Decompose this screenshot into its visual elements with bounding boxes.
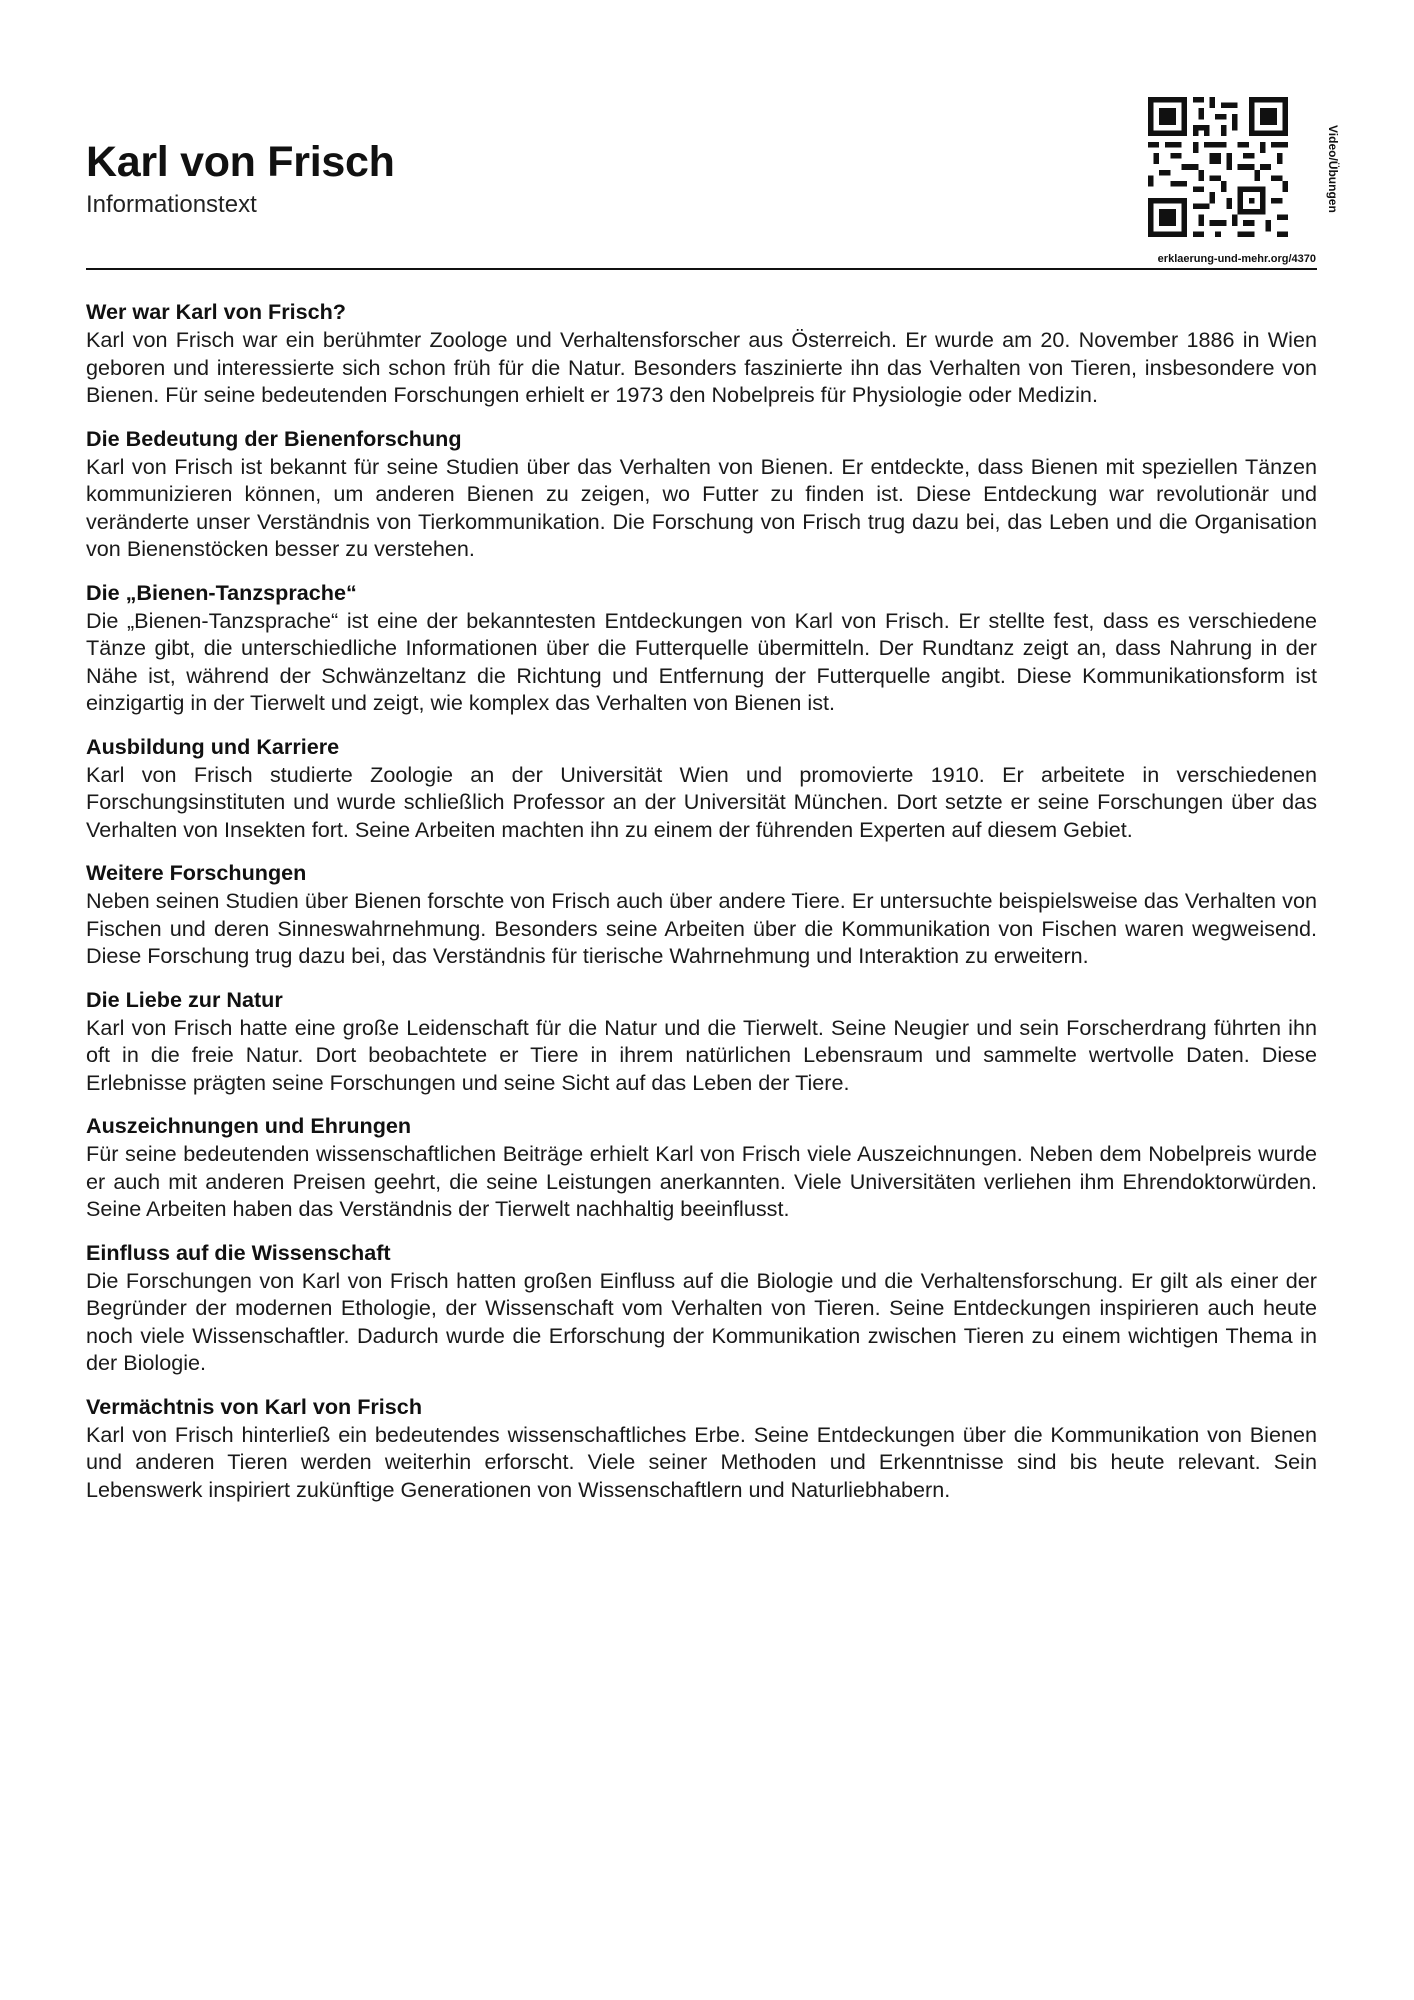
header-divider <box>86 268 1317 270</box>
section-heading: Die Bedeutung der Bienenforschung <box>86 425 462 451</box>
section-paragraph: Karl von Frisch studierte Zoologie an der Universität Wien und promovierte 1910. Er arbeitete in verschiedenen Forschungsinstituten und wurde schließlich Professor an der Universität München. Dort setzte er seine Forschungen über das Verhalten von Insekten fort. Seine Arbeiten machten ihn zu einem der führenden Experten auf diesem Gebiet. <box>86 761 1317 842</box>
section-love-of-nature <box>86 986 1317 1097</box>
page-header <box>86 0 1340 270</box>
page-title: Karl von Frisch <box>86 138 395 186</box>
section-paragraph: Karl von Frisch ist bekannt für seine Studien über das Verhalten von Bienen. Er entdeckte, dass Bienen mit speziellen Tänzen kommunizieren können, um anderen Bienen zu zeigen, wo Futter zu finden ist. Diese Entdeckung war revolutionär und veränderte unser Verständnis von Tierkommunikation. Die Forschung von Frisch trug dazu bei, das Leben und die Organisation von Bienenstöcken besser zu verstehen. <box>86 453 1317 561</box>
section-paragraph: Karl von Frisch war ein berühmter Zoologe und Verhaltensforscher aus Österreich. Er wurde am 20. November 1886 in Wien geboren und interessierte sich schon früh für die Natur. Besonders faszinierte ihn das Verhalten von Tieren, insbesondere von Bienen. Für seine bedeutenden Forschungen erhielt er 1973 den Nobelpreis für Physiologie oder Medizin. <box>86 327 1317 407</box>
section-paragraph: Karl von Frisch hatte eine große Leidenschaft für die Natur und die Tierwelt. Seine Neugier und sein Forscherdrang führten ihn oft in die freie Natur. Dort beobachtete er Tiere in ihrem natürlichen Lebensraum und sammelte wertvolle Daten. Diese Erlebnisse prägten seine Forschungen und seine Sicht auf das Leben der Tiere. <box>86 1014 1317 1095</box>
section-paragraph: Karl von Frisch hinterließ ein bedeutendes wissenschaftliches Erbe. Seine Entdeckungen über die Kommunikation von Bienen und anderen Tieren werden weiterhin erforscht. Viele seiner Methoden und Erkenntnisse sind bis heute relevant. Sein Lebenswerk inspiriert zukünftige Generationen von Wissenschaftlern und Naturliebhabern. <box>86 1421 1317 1502</box>
video-exercises-label: Video/Übungen <box>1326 125 1340 213</box>
section-legacy <box>86 1393 1317 1504</box>
section-paragraph: Die „Bienen-Tanzsprache“ ist eine der bekanntesten Entdeckungen von Karl von Frisch. Er stellte fest, dass es verschiedene Tänze gibt, die unterschiedliche Informationen über die Futterquelle übermitteln. Der Rundtanz zeigt an, dass Nahrung in der Nähe ist, während der Schwänzeltanz die Richtung und Entfernung der Futterquelle angibt. Diese Kommunikationsform ist einzigartig in der Tierwelt und zeigt, wie komplex das Verhalten von Bienen ist. <box>86 607 1317 715</box>
section-heading: Die „Bienen-Tanzsprache“ <box>86 579 357 605</box>
section-heading: Ausbildung und Karriere <box>86 733 340 759</box>
page-subtitle: Informationstext <box>86 191 257 218</box>
section-heading: Die Liebe zur Natur <box>86 986 283 1012</box>
section-influence-on-science <box>86 1239 1317 1377</box>
section-heading: Auszeichnungen und Ehrungen <box>86 1113 412 1138</box>
source-url[interactable]: erklaerung-und-mehr.org/4370 <box>1157 253 1316 265</box>
section-awards-honors <box>86 1112 1317 1223</box>
section-education-career <box>86 733 1317 844</box>
section-who-was <box>86 298 1317 409</box>
article-body <box>86 298 1317 1519</box>
section-paragraph: Die Forschungen von Karl von Frisch hatten großen Einfluss auf die Biologie und die Verhaltensforschung. Er gilt als einer der Begründer der modernen Ethologie, der Wissenschaft vom Verhalten von Tieren. Seine Entdeckungen inspirieren auch heute noch viele Wissenschaftler. Dadurch wurde die Erforschung der Kommunikation zwischen Tieren zu einem wichtigen Thema in der Biologie. <box>86 1267 1317 1375</box>
section-heading: Vermächtnis von Karl von Frisch <box>86 1393 423 1419</box>
qr-code-icon[interactable] <box>1148 97 1288 237</box>
section-heading: Einfluss auf die Wissenschaft <box>86 1239 391 1265</box>
section-bee-dance-language <box>86 579 1317 717</box>
section-bee-research <box>86 425 1317 563</box>
section-further-research <box>86 859 1317 970</box>
section-paragraph: Neben seinen Studien über Bienen forschte von Frisch auch über andere Tiere. Er untersuchte beispielsweise das Verhalten von Fischen und deren Sinneswahrnehmung. Besonders seine Arbeiten über die Kommunikation von Fischen waren wegweisend. Diese Forschung trug dazu bei, das Verständnis für tierische Wahrnehmung und Interaktion zu erweitern. <box>86 888 1317 968</box>
section-heading: Wer war Karl von Frisch? <box>86 299 347 324</box>
section-heading: Weitere Forschungen <box>86 860 307 885</box>
section-paragraph: Für seine bedeutenden wissenschaftlichen Beiträge erhielt Karl von Frisch viele Auszeichnungen. Neben dem Nobelpreis wurde er auch mit anderen Preisen geehrt, die seine Leistungen anerkannten. Viele Universitäten verliehen ihm Ehrendoktorwürden. Seine Arbeiten haben das Verständnis der Tierwelt nachhaltig beeinflusst. <box>86 1141 1317 1221</box>
